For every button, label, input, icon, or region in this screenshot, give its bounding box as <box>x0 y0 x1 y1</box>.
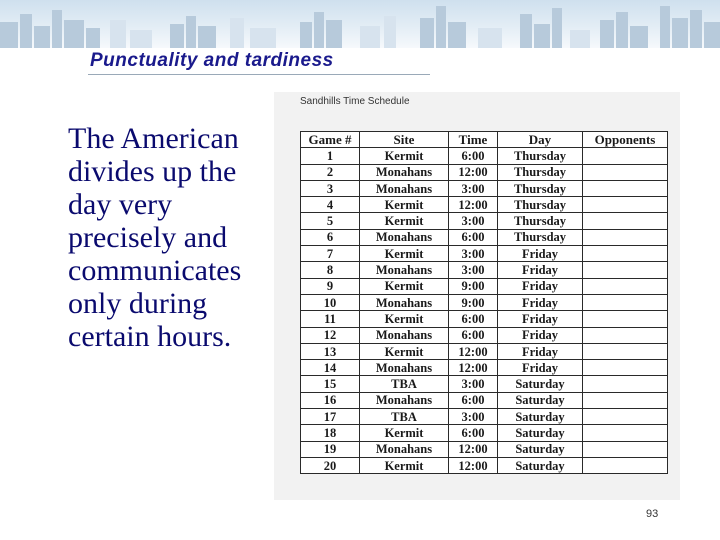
cell-site: TBA <box>360 376 449 392</box>
cell-opponents <box>583 441 668 457</box>
cell-site: Monahans <box>360 360 449 376</box>
cell-time: 12:00 <box>449 360 498 376</box>
cell-game-number: 15 <box>301 376 360 392</box>
cell-opponents <box>583 409 668 425</box>
header-game: Game # <box>301 132 360 148</box>
cell-site: Kermit <box>360 343 449 359</box>
table-row <box>301 148 668 164</box>
cell-site: Monahans <box>360 262 449 278</box>
page-number: 93 <box>646 508 659 520</box>
cell-time: 6:00 <box>449 392 498 408</box>
skyline-graphic <box>0 0 720 48</box>
cell-day: Thursday <box>498 213 583 229</box>
cell-opponents <box>583 197 668 213</box>
cell-time: 9:00 <box>449 278 498 294</box>
cell-game-number: 3 <box>301 180 360 196</box>
table-row <box>301 409 668 425</box>
cell-day: Saturday <box>498 425 583 441</box>
slide-body-text: The American divides up the day very precisely and communicates only during certain hours. <box>68 122 242 353</box>
table-row <box>301 294 668 310</box>
cell-time: 6:00 <box>449 311 498 327</box>
city-skyline-banner <box>0 0 720 48</box>
cell-day: Thursday <box>498 148 583 164</box>
cell-time: 6:00 <box>449 148 498 164</box>
cell-site: Kermit <box>360 213 449 229</box>
table-row <box>301 311 668 327</box>
cell-game-number: 13 <box>301 343 360 359</box>
cell-site: Monahans <box>360 441 449 457</box>
cell-time: 12:00 <box>449 441 498 457</box>
cell-site: Kermit <box>360 278 449 294</box>
cell-game-number: 6 <box>301 229 360 245</box>
cell-game-number: 5 <box>301 213 360 229</box>
cell-day: Saturday <box>498 441 583 457</box>
cell-game-number: 12 <box>301 327 360 343</box>
cell-time: 12:00 <box>449 343 498 359</box>
cell-opponents <box>583 327 668 343</box>
cell-game-number: 11 <box>301 311 360 327</box>
cell-game-number: 9 <box>301 278 360 294</box>
cell-day: Friday <box>498 294 583 310</box>
cell-site: Kermit <box>360 197 449 213</box>
cell-day: Thursday <box>498 164 583 180</box>
cell-opponents <box>583 278 668 294</box>
cell-game-number: 19 <box>301 441 360 457</box>
cell-opponents <box>583 311 668 327</box>
cell-opponents <box>583 457 668 473</box>
cell-day: Saturday <box>498 409 583 425</box>
cell-time: 6:00 <box>449 327 498 343</box>
cell-game-number: 20 <box>301 457 360 473</box>
cell-site: Monahans <box>360 392 449 408</box>
cell-opponents <box>583 425 668 441</box>
cell-site: Kermit <box>360 425 449 441</box>
cell-day: Friday <box>498 262 583 278</box>
cell-site: Monahans <box>360 164 449 180</box>
table-row <box>301 262 668 278</box>
cell-time: 3:00 <box>449 213 498 229</box>
table-row <box>301 164 668 180</box>
cell-game-number: 14 <box>301 360 360 376</box>
cell-game-number: 7 <box>301 246 360 262</box>
title-underline <box>88 74 430 75</box>
cell-time: 12:00 <box>449 164 498 180</box>
header-time: Time <box>449 132 498 148</box>
cell-time: 12:00 <box>449 457 498 473</box>
table-row <box>301 229 668 245</box>
cell-game-number: 2 <box>301 164 360 180</box>
cell-day: Friday <box>498 327 583 343</box>
cell-day: Friday <box>498 343 583 359</box>
cell-site: Kermit <box>360 148 449 164</box>
table-row <box>301 246 668 262</box>
table-row <box>301 327 668 343</box>
table-row <box>301 441 668 457</box>
cell-day: Saturday <box>498 376 583 392</box>
cell-game-number: 17 <box>301 409 360 425</box>
cell-game-number: 10 <box>301 294 360 310</box>
cell-site: Monahans <box>360 180 449 196</box>
header-site: Site <box>360 132 449 148</box>
cell-site: Monahans <box>360 327 449 343</box>
cell-time: 3:00 <box>449 180 498 196</box>
cell-time: 9:00 <box>449 294 498 310</box>
cell-day: Friday <box>498 360 583 376</box>
table-row <box>301 392 668 408</box>
cell-opponents <box>583 180 668 196</box>
table-row <box>301 343 668 359</box>
cell-time: 3:00 <box>449 262 498 278</box>
cell-opponents <box>583 262 668 278</box>
schedule-header-row <box>301 132 668 148</box>
cell-game-number: 1 <box>301 148 360 164</box>
table-row <box>301 457 668 473</box>
cell-opponents <box>583 360 668 376</box>
table-row <box>301 278 668 294</box>
cell-day: Thursday <box>498 180 583 196</box>
header-opponents: Opponents <box>583 132 668 148</box>
schedule-caption: Sandhills Time Schedule <box>300 96 410 107</box>
cell-day: Friday <box>498 246 583 262</box>
cell-opponents <box>583 392 668 408</box>
cell-opponents <box>583 246 668 262</box>
cell-opponents <box>583 294 668 310</box>
cell-opponents <box>583 229 668 245</box>
cell-opponents <box>583 164 668 180</box>
cell-time: 3:00 <box>449 376 498 392</box>
cell-opponents <box>583 343 668 359</box>
cell-site: TBA <box>360 409 449 425</box>
cell-day: Saturday <box>498 457 583 473</box>
cell-game-number: 8 <box>301 262 360 278</box>
table-row <box>301 213 668 229</box>
cell-time: 6:00 <box>449 229 498 245</box>
cell-site: Kermit <box>360 457 449 473</box>
schedule-table-body <box>301 148 668 474</box>
header-day: Day <box>498 132 583 148</box>
cell-opponents <box>583 148 668 164</box>
cell-day: Thursday <box>498 197 583 213</box>
cell-opponents <box>583 213 668 229</box>
cell-day: Thursday <box>498 229 583 245</box>
cell-site: Kermit <box>360 246 449 262</box>
cell-day: Friday <box>498 311 583 327</box>
cell-day: Friday <box>498 278 583 294</box>
cell-time: 3:00 <box>449 409 498 425</box>
cell-game-number: 18 <box>301 425 360 441</box>
slide-title: Punctuality and tardiness <box>90 50 334 71</box>
cell-site: Monahans <box>360 294 449 310</box>
cell-site: Kermit <box>360 311 449 327</box>
cell-day: Saturday <box>498 392 583 408</box>
cell-game-number: 4 <box>301 197 360 213</box>
table-row <box>301 180 668 196</box>
table-row <box>301 376 668 392</box>
cell-opponents <box>583 376 668 392</box>
table-row <box>301 425 668 441</box>
cell-time: 6:00 <box>449 425 498 441</box>
cell-site: Monahans <box>360 229 449 245</box>
table-row <box>301 197 668 213</box>
schedule-table <box>300 131 668 474</box>
cell-time: 3:00 <box>449 246 498 262</box>
cell-game-number: 16 <box>301 392 360 408</box>
cell-time: 12:00 <box>449 197 498 213</box>
table-row <box>301 360 668 376</box>
